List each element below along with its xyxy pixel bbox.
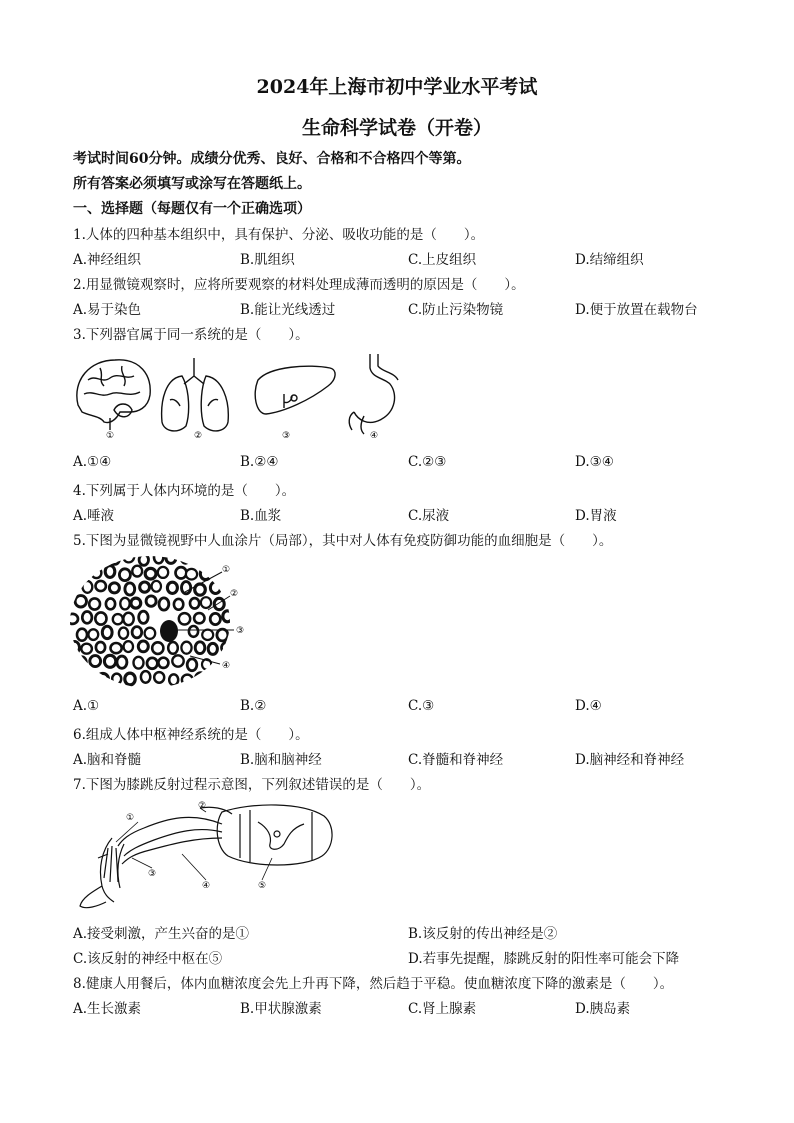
q3-option-b[interactable]: B.②④	[240, 454, 279, 470]
red-blood-cell	[210, 613, 220, 624]
red-blood-cell	[131, 598, 141, 608]
red-blood-cell	[187, 659, 197, 671]
white-blood-cell-icon	[160, 620, 178, 642]
red-blood-cell	[166, 553, 176, 563]
leg-icon	[80, 838, 124, 908]
red-blood-cell	[125, 673, 135, 685]
red-blood-cell	[70, 673, 78, 683]
red-blood-cell	[134, 657, 144, 669]
red-blood-cell	[221, 552, 231, 562]
q5-option-a[interactable]: A.①	[73, 698, 100, 714]
lungs-icon	[162, 358, 229, 431]
red-blood-cell	[154, 672, 164, 683]
red-blood-cell	[158, 658, 168, 668]
red-blood-cell	[217, 629, 228, 641]
red-blood-cell	[197, 552, 207, 563]
question-7-stem: 7.下图为膝跳反射过程示意图，下列叙述错误的是（ ）。	[73, 777, 431, 793]
red-blood-cell	[169, 674, 178, 685]
q1-option-c[interactable]: C.上皮组织	[408, 252, 477, 268]
red-blood-cell	[139, 554, 148, 565]
red-blood-cell	[147, 658, 157, 669]
red-blood-cell	[123, 613, 133, 625]
q5-option-d[interactable]: D.④	[575, 698, 602, 714]
q2-option-a[interactable]: A.易于染色	[73, 302, 142, 318]
red-blood-cell	[104, 655, 115, 667]
red-blood-cell	[139, 611, 148, 623]
fig7-label-2: ②	[198, 801, 207, 811]
red-blood-cell	[90, 656, 101, 667]
red-blood-cell	[119, 628, 128, 639]
red-blood-cell	[111, 643, 122, 653]
red-blood-cell	[82, 552, 93, 562]
red-blood-cell	[70, 581, 79, 592]
red-blood-cell	[201, 597, 211, 608]
red-blood-cell	[222, 643, 232, 653]
red-blood-cell	[210, 582, 220, 594]
red-blood-cell	[182, 675, 193, 686]
fig3-label-3: ③	[282, 431, 291, 441]
red-blood-cell	[106, 599, 115, 610]
red-blood-cell	[167, 582, 177, 593]
red-blood-cell	[95, 612, 106, 624]
question-3-stem: 3.下列器官属于同一系统的是（ ）。	[73, 327, 309, 343]
red-blood-cell	[82, 612, 92, 624]
red-blood-cell	[158, 567, 168, 578]
red-blood-cell	[138, 641, 148, 652]
red-blood-cell	[70, 614, 78, 624]
fig7-label-4: ④	[202, 881, 211, 891]
brain-icon	[77, 360, 150, 430]
red-blood-cell	[146, 596, 156, 606]
question-4-stem: 4.下列属于人体内环境的是（ ）。	[73, 483, 296, 499]
red-blood-cell	[83, 581, 93, 593]
red-blood-cell	[70, 553, 79, 564]
red-blood-cell	[208, 643, 217, 654]
question-1-stem: 1.人体的四种基本组织中，具有保护、分泌、吸收功能的是（ ）。	[73, 227, 485, 243]
q8-option-a[interactable]: A.生长激素	[73, 1001, 142, 1017]
red-blood-cell	[181, 552, 190, 564]
red-blood-cell	[210, 553, 219, 564]
red-blood-cell	[195, 673, 206, 684]
red-blood-cell	[77, 629, 87, 641]
q7-option-b[interactable]: B.该反射的传出神经是②	[408, 926, 558, 942]
question-6-stem: 6.组成人体中枢神经系统的是（ ）。	[73, 727, 309, 743]
q1-option-a[interactable]: A.神经组织	[73, 252, 142, 268]
red-blood-cell	[154, 552, 163, 563]
knee-jerk-reflex-figure	[72, 798, 342, 913]
red-blood-cell	[96, 581, 106, 591]
q3-option-d[interactable]: D.③④	[575, 454, 614, 470]
red-blood-cell	[159, 598, 169, 610]
red-blood-cell	[105, 566, 115, 578]
note-time: 考试时间60分钟。成绩分优秀、良好、合格和不合格四个等第。	[73, 151, 471, 167]
red-blood-cell	[78, 567, 88, 578]
red-blood-cell	[81, 644, 92, 654]
exam-title: 2024年上海市初中学业水平考试	[256, 76, 538, 98]
red-blood-cell	[145, 568, 156, 579]
fig3-label-2: ②	[194, 431, 203, 441]
red-blood-cell	[97, 673, 108, 684]
red-blood-cell	[112, 674, 121, 684]
red-blood-cell	[96, 642, 105, 653]
red-blood-cell	[124, 641, 133, 652]
red-blood-cell	[181, 642, 191, 654]
red-blood-cell	[223, 670, 234, 682]
red-blood-cell	[194, 613, 204, 623]
red-blood-cell	[119, 569, 130, 581]
red-blood-cell	[117, 656, 127, 668]
red-blood-cell	[176, 567, 187, 578]
fig5-label-4: ④	[222, 661, 231, 671]
red-blood-cell	[83, 671, 93, 681]
exam-subtitle: 生命科学试卷（开卷）	[301, 117, 492, 139]
red-blood-cell	[152, 581, 161, 592]
q4-option-c[interactable]: C.尿液	[408, 508, 450, 524]
q4-option-b[interactable]: B.血浆	[240, 508, 282, 524]
q2-option-b[interactable]: B.能让光线透过	[240, 302, 336, 318]
red-blood-cell	[140, 582, 150, 592]
red-blood-cell	[88, 629, 98, 640]
red-blood-cell	[145, 628, 156, 639]
fig3-label-4: ④	[370, 431, 379, 441]
red-blood-cell	[152, 642, 163, 654]
q3-option-a[interactable]: A.①④	[73, 454, 112, 470]
q6-option-a[interactable]: A.脑和脊髓	[73, 752, 142, 768]
q7-option-c[interactable]: C.该反射的神经中枢在⑤	[73, 951, 223, 967]
q6-option-c[interactable]: C.脊髓和脊神经	[408, 752, 504, 768]
liver-icon	[255, 366, 335, 414]
red-blood-cell	[110, 553, 119, 564]
red-blood-cell	[190, 598, 199, 608]
red-blood-cell	[168, 642, 178, 654]
red-blood-cell	[174, 599, 183, 610]
fig7-label-1: ①	[126, 813, 135, 823]
q7-option-d[interactable]: D.若事先提醒，膝跳反射的阳性率可能会下降	[408, 951, 680, 967]
section-heading: 一、选择题（每题仅有一个正确选项）	[73, 201, 311, 217]
red-blood-cell	[189, 626, 198, 637]
spinal-cord-icon	[217, 805, 332, 865]
fig3-label-1: ①	[106, 431, 115, 441]
red-blood-cell	[120, 598, 129, 610]
red-blood-cell	[109, 583, 119, 593]
stomach-icon	[349, 354, 398, 434]
red-blood-cell	[132, 627, 142, 638]
red-blood-cell	[202, 630, 213, 640]
red-blood-cell	[195, 642, 205, 654]
q7-option-a[interactable]: A.接受刺激，产生兴奋的是①	[73, 926, 250, 942]
q6-option-b[interactable]: B.脑和脑神经	[240, 752, 322, 768]
red-blood-cell	[89, 598, 100, 609]
q2-option-c[interactable]: C.防止污染物镜	[408, 302, 504, 318]
q3-option-c[interactable]: C.②③	[408, 454, 447, 470]
red-blood-cell	[123, 552, 134, 562]
q1-option-b[interactable]: B.肌组织	[240, 252, 295, 268]
question-5-stem: 5.下图为显微镜视野中人血涂片（局部），其中对人体有免疫防御功能的血细胞是（ ）。	[73, 533, 613, 549]
q1-option-d[interactable]: D.结缔组织	[575, 252, 644, 268]
q8-option-b[interactable]: B.甲状腺激素	[240, 1001, 322, 1017]
red-blood-cell	[125, 583, 135, 595]
red-blood-cell	[214, 598, 224, 609]
q8-option-d[interactable]: D.胰岛素	[575, 1001, 631, 1017]
fig7-label-5: ⑤	[258, 881, 267, 891]
q4-option-a[interactable]: A.唾液	[73, 508, 115, 524]
red-blood-cell	[77, 657, 86, 668]
q5-option-c[interactable]: C.③	[408, 698, 435, 714]
q8-option-c[interactable]: C.肾上腺素	[408, 1001, 477, 1017]
red-blood-cell	[96, 554, 107, 564]
blood-smear-figure	[70, 552, 260, 692]
red-blood-cell	[75, 596, 86, 607]
red-blood-cell	[70, 641, 79, 653]
q2-option-d[interactable]: D.便于放置在载物台	[575, 302, 698, 318]
red-blood-cell	[210, 673, 221, 685]
organs-figure	[70, 350, 410, 445]
red-blood-cell	[102, 626, 112, 638]
red-blood-cell	[172, 655, 183, 666]
q4-option-d[interactable]: D.胃液	[575, 508, 617, 524]
blood-cells	[70, 552, 245, 685]
fig5-label-3: ③	[236, 626, 245, 636]
question-2-stem: 2.用显微镜观察时，应将所要观察的材料处理成薄而透明的原因是（ ）。	[73, 277, 525, 293]
red-blood-cell	[91, 568, 101, 579]
question-8-stem: 8.健康人用餐后，体内血糖浓度会先上升再下降，然后趋于平稳。使血糖浓度下降的激素是（ ）。	[73, 976, 674, 992]
q5-option-b[interactable]: B.②	[240, 698, 267, 714]
fig5-label-2: ②	[230, 589, 239, 599]
red-blood-cell	[113, 614, 123, 624]
red-blood-cell	[200, 568, 211, 580]
red-blood-cell	[141, 671, 150, 683]
fig7-label-3: ③	[148, 869, 157, 879]
q6-option-d[interactable]: D.脑神经和脊神经	[575, 752, 685, 768]
fig5-label-1: ①	[222, 565, 231, 575]
red-blood-cell	[132, 566, 142, 577]
red-blood-cell	[223, 611, 232, 622]
red-blood-cell	[186, 569, 197, 580]
red-blood-cell	[179, 613, 190, 624]
note-answer: 所有答案必须填写或涂写在答题纸上。	[73, 176, 311, 192]
